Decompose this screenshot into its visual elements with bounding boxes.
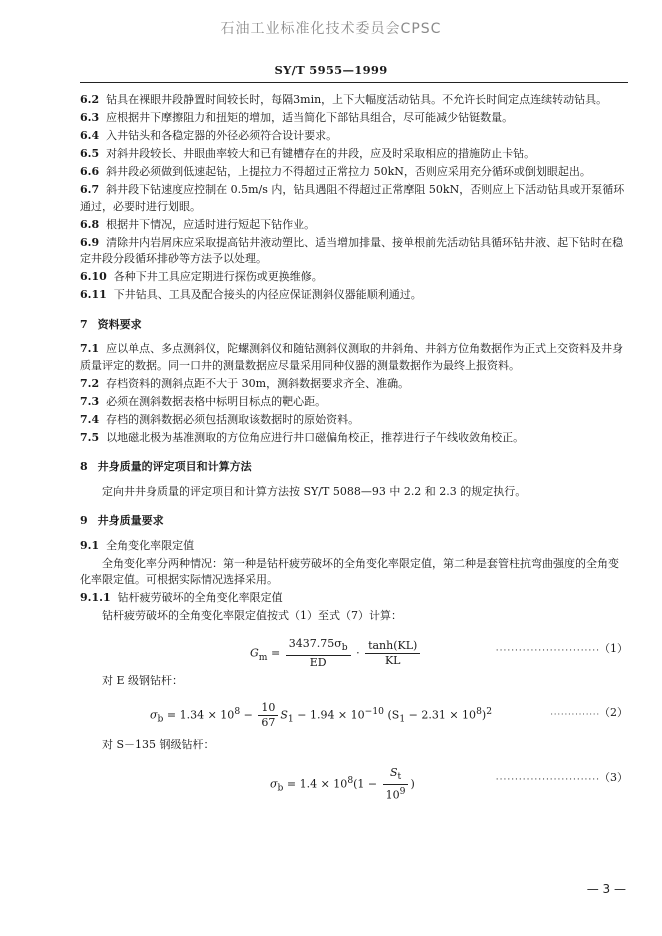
clause-number: 6.6 (80, 165, 100, 178)
formula-symbol: σ (150, 708, 158, 722)
formula-term: (S (387, 708, 400, 722)
publisher-watermark: 石油工业标准化技术委员会CPSC (220, 21, 442, 37)
header-rule (80, 82, 628, 83)
equation-number: （1） (599, 641, 628, 655)
clause-9-1-text: 全角变化率分两种情况：第一种是钻杆疲劳破坏的全角变化率限定值，第二种是套管柱抗弯曲强度的全角变化率限定值。可根据实际情况选择采用。 (80, 556, 619, 586)
clause-number: 7.4 (80, 412, 100, 426)
formula-2-expression (150, 701, 492, 730)
clause-6-6 (80, 164, 628, 181)
formula-term: ) (481, 708, 487, 722)
formula-term: ) (410, 776, 415, 790)
clause-text: 斜井段下钻速度应控制在 0.5m/s 内，钻具遇阻不得超过正常摩阻 50kN，否则应上下活动钻具或开泵循环通过，必要时进行划眼。 (80, 183, 625, 213)
fraction (286, 637, 351, 670)
clause-6-4 (80, 128, 628, 145)
clause-number: 9.1.1 (80, 591, 111, 604)
fraction-numerator: tanh(KL) (365, 639, 420, 654)
formula-symbol: σ (270, 776, 278, 790)
formula-term: − 2.31 × 10 (408, 708, 477, 722)
formula-2-label: 对 E 级钢钻杆： (102, 673, 184, 687)
clause-number: 6.10 (80, 270, 107, 283)
formula-term: 10 (385, 788, 400, 802)
clause-text: 各种下井工具应定期进行探伤或更换维修。 (113, 270, 323, 283)
clause-number: 6.7 (80, 183, 100, 196)
clause-text: 以地磁北极为基准测取的方位角应进行井口磁偏角校正，推荐进行子午线收敛角校正。 (106, 430, 525, 444)
formula-2 (80, 693, 628, 733)
formula-exponent: −10 (364, 705, 384, 717)
formula-subscript: m (258, 651, 268, 663)
section-8-text: 定向井井身质量的评定项目和计算方法按 SY/T 5088—93 中 2.2 和 2.3 的规定执行。 (102, 484, 527, 498)
formula-term: = 1.34 × 10 (166, 708, 235, 722)
section-7-heading (80, 317, 628, 334)
formula-symbol: S (280, 708, 288, 722)
formula-exponent: 8 (476, 705, 482, 717)
formula-term: = 1.4 × 10 (286, 776, 348, 790)
clause-number: 6.2 (80, 93, 100, 106)
equation-number: （3） (599, 770, 628, 784)
formula-subscript: 1 (287, 713, 294, 725)
clause-number: 6.4 (80, 129, 100, 142)
formula-1-expression: $G_m$ = $\frac{3437.75\sigma_b}{ED}$ · $\frac{\tanh(KL)}{KL}$ (250, 637, 422, 670)
formula-exponent: 9 (399, 785, 406, 797)
formula-subscript: t (397, 770, 402, 782)
clause-number: 6.8 (80, 217, 100, 231)
fraction-numerator (383, 766, 409, 785)
clause-6-2 (80, 92, 628, 109)
formula-1 (80, 629, 628, 669)
formula-3 (80, 758, 628, 802)
clause-text: 存档资料的测斜点距不大于 30m，测斜数据要求齐全、准确。 (106, 376, 410, 390)
clause-7-5 (80, 430, 628, 447)
formula-symbol: G (250, 646, 259, 660)
section-title: 井身质量要求 (97, 514, 164, 527)
clause-number: 7.2 (80, 376, 100, 390)
clause-6-5 (80, 146, 628, 163)
clause-number: 7.1 (80, 342, 100, 355)
clause-number: 6.11 (80, 288, 107, 301)
formula-term: 3437.75σ (288, 636, 342, 650)
clause-number: 6.9 (80, 235, 100, 249)
formula-exponent: 2 (486, 705, 493, 717)
section-number: 7 (80, 317, 88, 331)
clause-7-3 (80, 394, 628, 411)
fraction (365, 639, 420, 668)
clause-6-9 (80, 235, 628, 268)
formula-symbol: S (389, 765, 398, 779)
formula-term: − 1.94 × 10 (297, 708, 365, 722)
section-9-heading (80, 513, 628, 530)
fraction-denominator: ED (309, 655, 327, 669)
clause-text: 钻具在裸眼井段静置时间较长时，每隔3min，上下大幅度活动钻具。不允许长时间定点连续转动钻具。 (106, 93, 608, 106)
page-number: — 3 — (586, 882, 626, 896)
clause-number: 7.5 (80, 430, 100, 444)
formula-subscript: b (157, 713, 164, 725)
clause-number: 7.3 (80, 394, 100, 408)
document-body (80, 92, 628, 802)
fraction-denominator: KL (384, 653, 401, 667)
clause-text: 入井钻头和各稳定器的外径必须符合设计要求。 (106, 129, 338, 142)
formula-subscript: b (341, 641, 348, 653)
formula-term: (1 − (353, 776, 378, 790)
clause-text: 下井钻具、工具及配合接头的内径应保证测斜仪器能顺利通过。 (113, 288, 422, 301)
clause-9-1-heading (80, 538, 628, 555)
section-title: 资料要求 (97, 317, 142, 331)
clause-6-7 (80, 182, 628, 215)
fraction (383, 766, 409, 803)
clause-6-8 (80, 217, 628, 234)
clause-7-4 (80, 412, 628, 429)
section-8-heading (80, 459, 628, 476)
leader-dots: ··························· (495, 774, 600, 785)
clause-title: 钻杆疲劳破坏的全角变化率限定值 (117, 591, 283, 604)
fraction-denominator: 67 (261, 716, 276, 729)
clause-text: 根据井下情况，应适时进行短起下钻作业。 (106, 217, 316, 231)
clause-title: 全角变化率限定值 (106, 538, 195, 552)
section-number: 8 (80, 460, 88, 473)
formula-3-expression (270, 766, 415, 803)
clause-7-2 (80, 376, 628, 393)
leader-dots: ··························· (495, 645, 600, 656)
formula-exponent: 8 (347, 774, 354, 786)
equation-number: （2） (599, 706, 628, 719)
clause-number: 9.1 (80, 538, 100, 552)
clause-6-10 (80, 269, 628, 286)
clause-number: 6.5 (80, 147, 100, 160)
fraction-numerator: 10 (258, 701, 278, 716)
formula-exponent: 8 (234, 705, 241, 717)
clause-number: 6.3 (80, 111, 100, 124)
section-number: 9 (80, 514, 88, 527)
clause-text: 必须在测斜数据表格中标明目标点的靶心距。 (106, 394, 327, 408)
clause-text: 应根据井下摩擦阻力和扭矩的增加，适当简化下部钻具组合，尽可能减少钻铤数量。 (106, 111, 514, 124)
clause-text: 斜井段必须做到低速起钻，上提拉力不得超过正常拉力 50kN，否则应采用充分循环或倒划眼起出。 (106, 165, 591, 178)
clause-6-3 (80, 110, 628, 127)
leader-dots: ·············· (550, 710, 600, 719)
formula-3-label: 对 S－135 钢级钻杆： (102, 738, 215, 751)
fraction (258, 701, 278, 730)
clause-6-11 (80, 287, 628, 304)
clause-text: 对斜井段较长、井眼曲率较大和已有键槽存在的井段，应及时采取相应的措施防止卡钻。 (106, 147, 536, 160)
clause-7-1 (80, 341, 628, 374)
clause-9-1-1-text: 钻杆疲劳破坏的全角变化率限定值按式（1）至式（7）计算： (102, 609, 402, 622)
formula-subscript: 1 (399, 713, 406, 725)
section-title: 井身质量的评定项目和计算方法 (97, 460, 252, 473)
fraction-denominator (383, 785, 409, 803)
clause-9-1-1-heading (80, 590, 628, 607)
formula-operator: − (243, 708, 253, 722)
clause-text: 清除井内岩屑床应采取提高钻井液动塑比、适当增加排量、接单根前先活动钻具循环钻井液、起下钻时在稳定井段分段循环排砂等方法予以处理。 (80, 235, 624, 265)
clause-text: 存档的测斜数据必须包括测取该数据时的原始资料。 (106, 412, 360, 426)
standard-code-header: SY/T 5955—1999 (274, 63, 388, 77)
clause-text: 应以单点、多点测斜仪，陀螺测斜仪和随钻测斜仪测取的井斜角、井斜方位角数据作为正式上交资料及井身质量评定的数据。同一口井的测量数据应尽量采用同种仪器的测量数据作为最终上报资料。 (80, 342, 624, 372)
formula-subscript: b (277, 782, 284, 794)
fraction-numerator (286, 637, 351, 656)
